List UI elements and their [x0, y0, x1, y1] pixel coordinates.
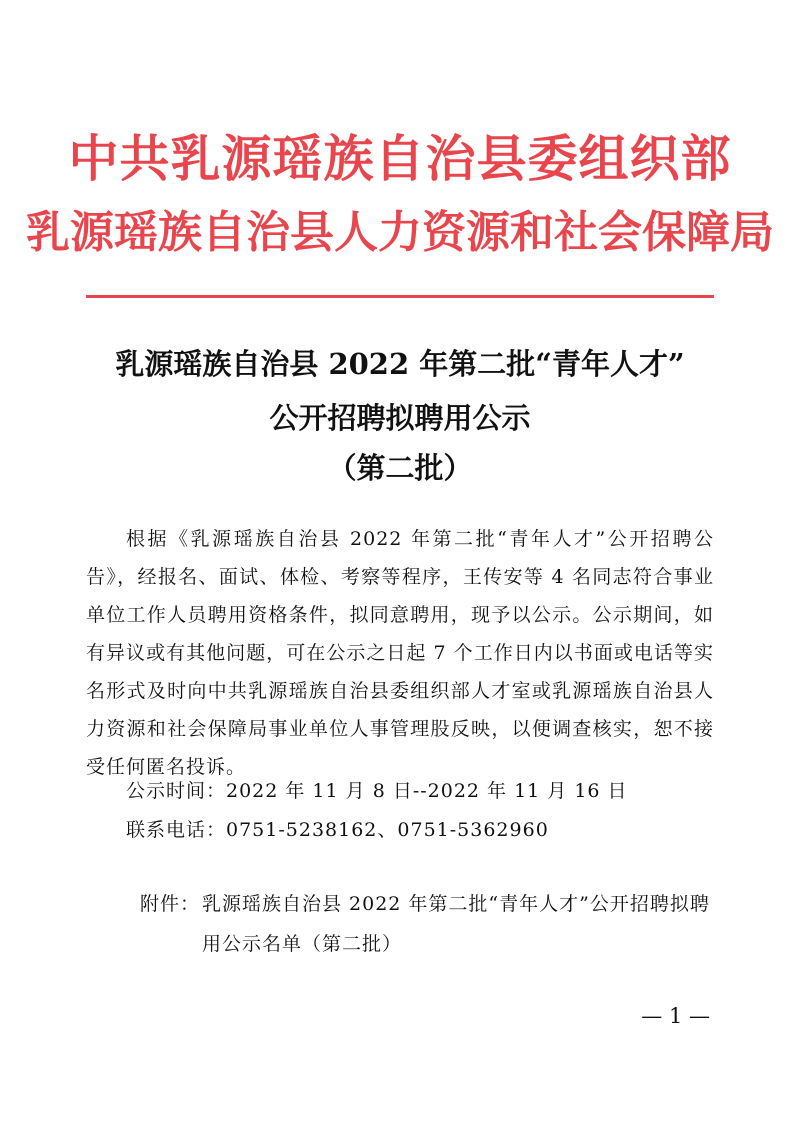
publicity-time: 公示时间：2022 年 11 月 8 日--2022 年 11 月 16 日 — [126, 780, 628, 802]
issuer-header-line-1: 中共乳源瑶族自治县委组织部 — [68, 129, 732, 188]
page-number: — 1 — — [641, 1004, 710, 1028]
contact-phone: 联系电话：0751-5238162、0751-5362960 — [126, 819, 549, 841]
document-title-line-1: 乳源瑶族自治县 2022 年第二批“青年人才” — [115, 347, 685, 381]
attachment-label: 附件： — [140, 893, 201, 915]
body-paragraph: 根据《乳源瑶族自治县 2022 年第二批“青年人才”公开招聘公告》，经报名、面试、体检、考察等程序，王传安等 4 名同志符合事业单位工作人员聘用资格条件，拟同意聘用，现予以公示。公示期间，如有异议或有其他问题，可在公示之日起 7 个工作日内以书面或电话等实名形式及时向中共乳源瑶族自治县委组织部人才室或乳源瑶族自治县人力资源和社会保障局事业单位人事管理股反映，以便调查核实，恕不接受任何匿名投诉。 — [86, 528, 714, 778]
document-title-line-2: 公开招聘拟聘用公示 — [269, 401, 531, 435]
attachment-text: 乳源瑶族自治县 2022 年第二批“青年人才”公开招聘拟聘用公示名单（第二批） — [202, 893, 710, 955]
red-separator-rule — [86, 295, 714, 298]
issuer-header-line-2: 乳源瑶族自治县人力资源和社会保障局 — [26, 207, 774, 258]
document-title-line-3: （第二批） — [327, 451, 473, 485]
